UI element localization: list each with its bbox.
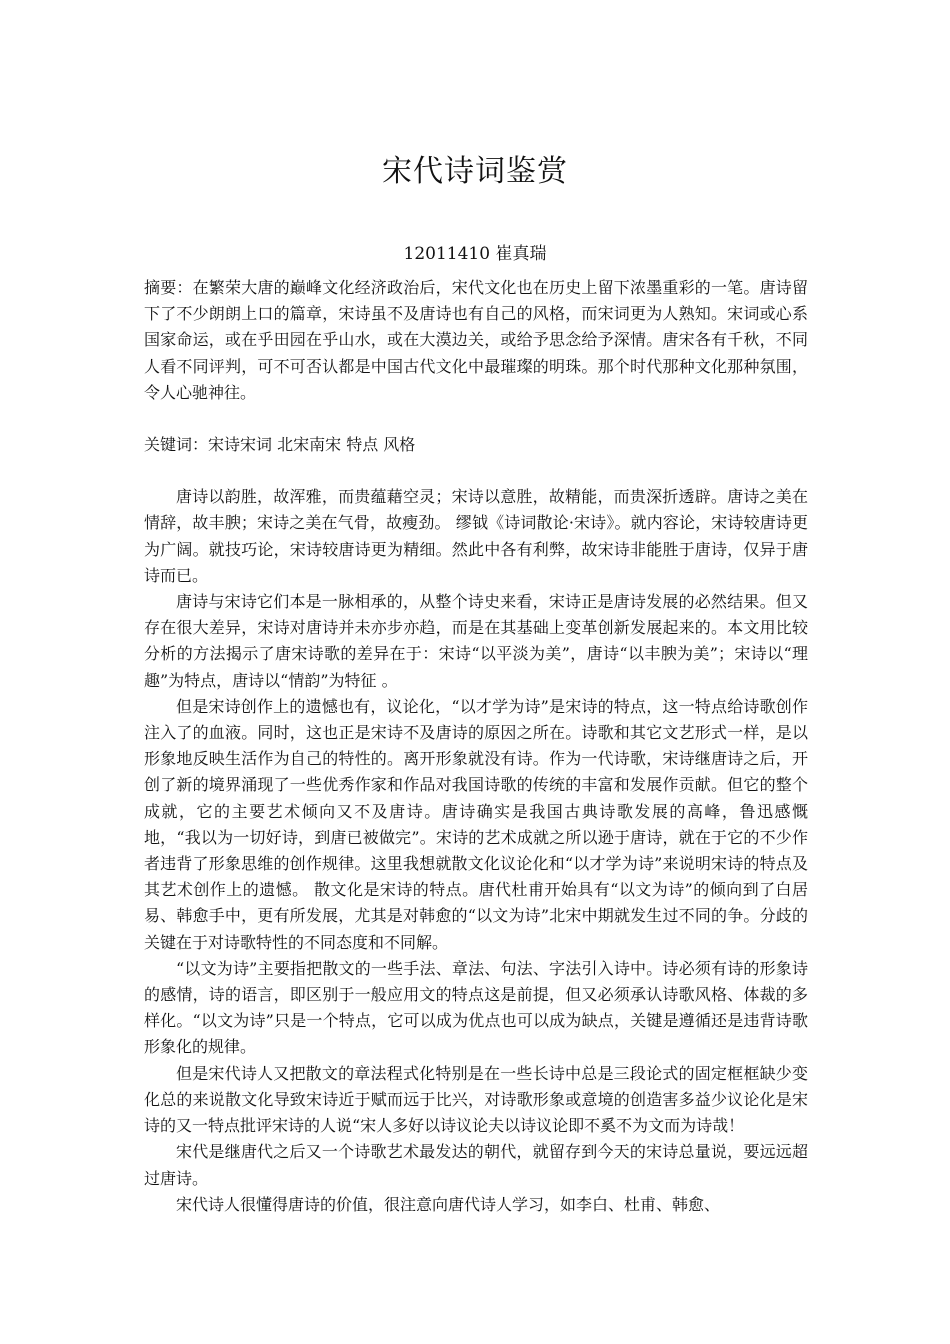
paragraph: 但是宋代诗人又把散文的章法程式化特别是在一些长诗中总是三段论式的固定框框缺少变化总的来说散文化导致宋诗近于赋而远于比兴，对诗歌形象或意境的创造害多益少议论化是宋诗的又一特点批评宋诗的人说“宋人多好以诗议论夫以诗议论即不奚不为文而为诗哉！ <box>144 1063 808 1136</box>
keywords-text: 宋诗宋词 北宋南宋 特点 风格 <box>208 435 416 455</box>
paragraph: 唐诗以韵胜，故浑雅，而贵蕴藉空灵；宋诗以意胜，故精能，而贵深折透辟。唐诗之美在情辞，故丰腴；宋诗之美在气骨，故瘦劲。 缪钺《诗词散论·宋诗》。就内容论，宋诗较唐诗更为广阔。就技巧论，宋诗较唐诗更为精细。然此中各有利弊，故宋诗非能胜于唐诗，仅异于唐诗而已。 <box>144 487 808 585</box>
paragraph: 唐诗与宋诗它们本是一脉相承的，从整个诗史来看，宋诗正是唐诗发展的必然结果。但又存在很大差异，宋诗对唐诗并未亦步亦趋，而是在其基础上变革创新发展起来的。本文用比较分析的方法揭示了唐宋诗歌的差异在于：宋诗“以平淡为美”，唐诗“以丰腴为美”；宋诗以“理趣”为特点，唐诗以“情韵”为特征 。 <box>144 592 808 690</box>
abstract-label: 摘要： <box>144 278 193 297</box>
paragraph: 宋代是继唐代之后又一个诗歌艺术最发达的朝代，就留存到今天的宋诗总量说，要远远超过唐诗。 <box>144 1142 808 1188</box>
author-line: 12011410 崔真瑞 <box>403 244 547 264</box>
abstract-text: 在繁荣大唐的巅峰文化经济政治后，宋代文化也在历史上留下浓墨重彩的一笔。唐诗留下了不少朗朗上口的篇章，宋诗虽不及唐诗也有自己的风格，而宋词更为人熟知。宋词或心系国家命运，或在乎田园在乎山水，或在大漠边关，或给予思念给予深情。唐宋各有千秋，不同人看不同评判，可不可否认都是中国古代文化中最璀璨的明珠。那个时代那种文化那种氛围，令人心驰神往。 <box>144 278 808 402</box>
keywords <box>144 432 808 458</box>
paragraph: “以文为诗”主要指把散文的一些手法、章法、句法、字法引入诗中。诗必须有诗的形象诗的感情，诗的语言，即区别于一般应用文的特点这是前提，但又必须承认诗歌风格、体裁的多样化。“以文为诗”只是一个特点，它可以成为优点也可以成为缺点，关键是遵循还是违背诗歌形象化的规律。 <box>144 958 808 1057</box>
document-title: 宋代诗词鉴赏 <box>382 154 568 189</box>
keywords-label: 关键词： <box>144 435 209 455</box>
abstract <box>144 275 808 406</box>
document-body <box>144 275 808 1218</box>
paragraph: 但是宋诗创作上的遗憾也有，议论化，“以才学为诗”是宋诗的特点，这一特点给诗歌创作注入了的血液。同时，这也正是宋诗不及唐诗的原因之所在。诗歌和其它文艺形式一样，是以形象地反映生活作为自己的特性的。离开形象就没有诗。作为一代诗歌，宋诗继唐诗之后，开创了新的境界涌现了一些优秀作家和作品对我国诗歌的传统的丰富和发展作贡献。但它的整个成就，它的主要艺术倾向又不及唐诗。唐诗确实是我国古典诗歌发展的高峰，鲁迅感慨地，“我以为一切好诗，到唐已被做完”。宋诗的艺术成就之所以逊于唐诗，就在于它的不少作者违背了形象思维的创作规律。这里我想就散文化议论化和“以才学为诗”来说明宋诗的特点及其艺术创作上的遗憾。 散文化是宋诗的特点。唐代杜甫开始具有“以文为诗”的倾向到了白居易、韩愈手中，更有所发展，尤其是对韩愈的“以文为诗”北宋中期就发生过不同的争。分歧的关键在于对诗歌特性的不同态度和不同解。 <box>144 696 808 952</box>
paragraph: 宋代诗人很懂得唐诗的价值，很注意向唐代诗人学习，如李白、杜甫、韩愈、 <box>176 1194 721 1214</box>
